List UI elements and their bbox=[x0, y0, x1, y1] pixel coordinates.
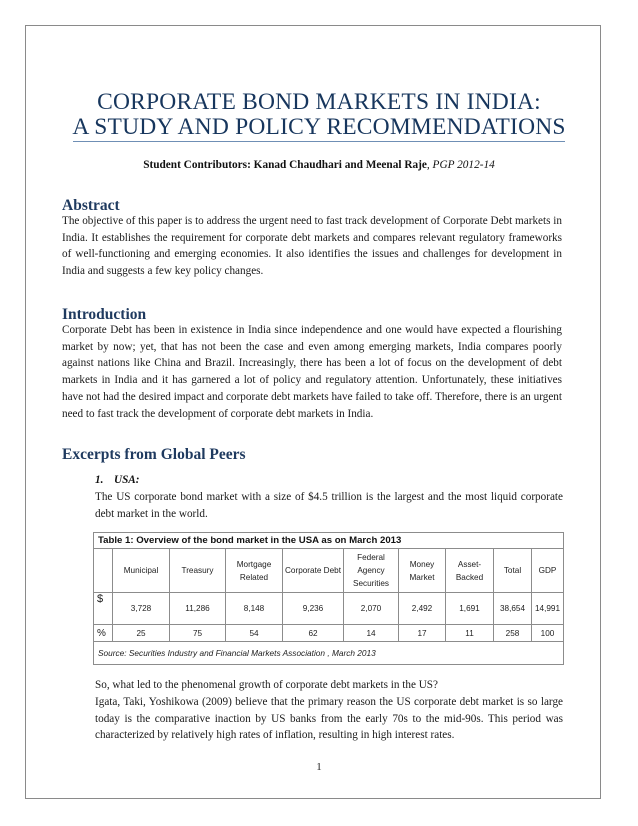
table-cell: 11 bbox=[446, 625, 494, 642]
table-caption: Table 1: Overview of the bond market in the USA as on March 2013 bbox=[94, 533, 564, 549]
table-header-cell: Total bbox=[494, 549, 532, 593]
abstract-heading: Abstract bbox=[62, 197, 120, 214]
contributors-line bbox=[0, 159, 638, 171]
table-cell: 9,236 bbox=[283, 593, 344, 625]
introduction-text: Corporate Debt has been in existence in India since independence and one would have expected a flourishing market by now; yet, that has not been the case and even among emerging markets, India compares poorly against nations like China and Brazil. Increasingly, there has been a lot of focus on the development of debt markets in India and it has garnered a lot of policy and regulatory attention. Unfortunately, these initiatives have not had the desired impact and corporate debt markets have failed to take off. Therefore, there is an urgent need to fast track the development of corporate debt markets in India. bbox=[62, 324, 562, 420]
table-cell: 2,070 bbox=[344, 593, 399, 625]
table-header-cell: Money Market bbox=[399, 549, 446, 593]
document-title-line-2: A STUDY AND POLICY RECOMMENDATIONS bbox=[72, 114, 566, 140]
table-cell: 38,654 bbox=[494, 593, 532, 625]
table-cell: 8,148 bbox=[226, 593, 283, 625]
title-divider bbox=[73, 141, 565, 142]
list-item-title: USA: bbox=[114, 474, 140, 486]
table-cell: 25 bbox=[113, 625, 170, 642]
table-header-cell: Mortgage Related bbox=[226, 549, 283, 593]
table-header-cell: GDP bbox=[532, 549, 564, 593]
table-header-cell: Asset-Backed bbox=[446, 549, 494, 593]
table-cell: 3,728 bbox=[113, 593, 170, 625]
table-cell: 11,286 bbox=[170, 593, 226, 625]
usa-text: The US corporate bond market with a size of $4.5 trillion is the largest and the most liquid corporate debt market in the world. bbox=[95, 491, 563, 520]
table-header-cell bbox=[94, 549, 113, 593]
table-cell: 2,492 bbox=[399, 593, 446, 625]
row-label: $ bbox=[94, 593, 113, 625]
excerpts-heading: Excerpts from Global Peers bbox=[62, 446, 246, 463]
contributors-names: Student Contributors: Kanad Chaudhari and Meenal Raje bbox=[143, 159, 427, 171]
table-header-cell: Municipal bbox=[113, 549, 170, 593]
table-cell: 75 bbox=[170, 625, 226, 642]
table-row bbox=[94, 593, 564, 625]
table-header-cell: Treasury bbox=[170, 549, 226, 593]
table-cell: 54 bbox=[226, 625, 283, 642]
contributors-program: , PGP 2012-14 bbox=[426, 159, 495, 171]
table-header-cell: Corporate Debt bbox=[283, 549, 344, 593]
continuation-question: So, what led to the phenomenal growth of corporate debt markets in the US? bbox=[95, 679, 438, 691]
table-source-note: Source: Securities Industry and Financial Markets Association , March 2013 bbox=[94, 642, 564, 665]
table-cell: 100 bbox=[532, 625, 564, 642]
table-row bbox=[94, 625, 564, 642]
page-number: 1 bbox=[316, 761, 322, 773]
row-label: % bbox=[94, 625, 113, 642]
table-cell: 14,991 bbox=[532, 593, 564, 625]
bond-market-table bbox=[93, 532, 564, 665]
introduction-heading: Introduction bbox=[62, 306, 147, 323]
table-cell: 14 bbox=[344, 625, 399, 642]
table-cell: 62 bbox=[283, 625, 344, 642]
list-item-number: 1. bbox=[95, 474, 104, 486]
list-item-usa-label bbox=[95, 474, 140, 486]
continuation-text: Igata, Taki, Yoshikowa (2009) believe that the primary reason the US corporate debt market is so large today is the comparative inaction by US banks from the early 70s to the mid-90s. This period was characterized by relatively high rates of inflation, resulting in high interest rates. bbox=[95, 696, 563, 742]
table-cell: 1,691 bbox=[446, 593, 494, 625]
table-cell: 258 bbox=[494, 625, 532, 642]
table-header-cell: Federal Agency Securities bbox=[344, 549, 399, 593]
abstract-text: The objective of this paper is to address the urgent need to fast track development of Corporate Debt markets in India. It establishes the requirement for corporate debt markets and compares relevant regulatory frameworks of well-functioning and emerging economies. It also identifies the issues and challenges for development in India and suggests a few key policy changes. bbox=[62, 215, 562, 278]
table-cell: 17 bbox=[399, 625, 446, 642]
table-header-row bbox=[94, 549, 564, 593]
document-title-line-1: CORPORATE BOND MARKETS IN INDIA: bbox=[97, 89, 541, 115]
